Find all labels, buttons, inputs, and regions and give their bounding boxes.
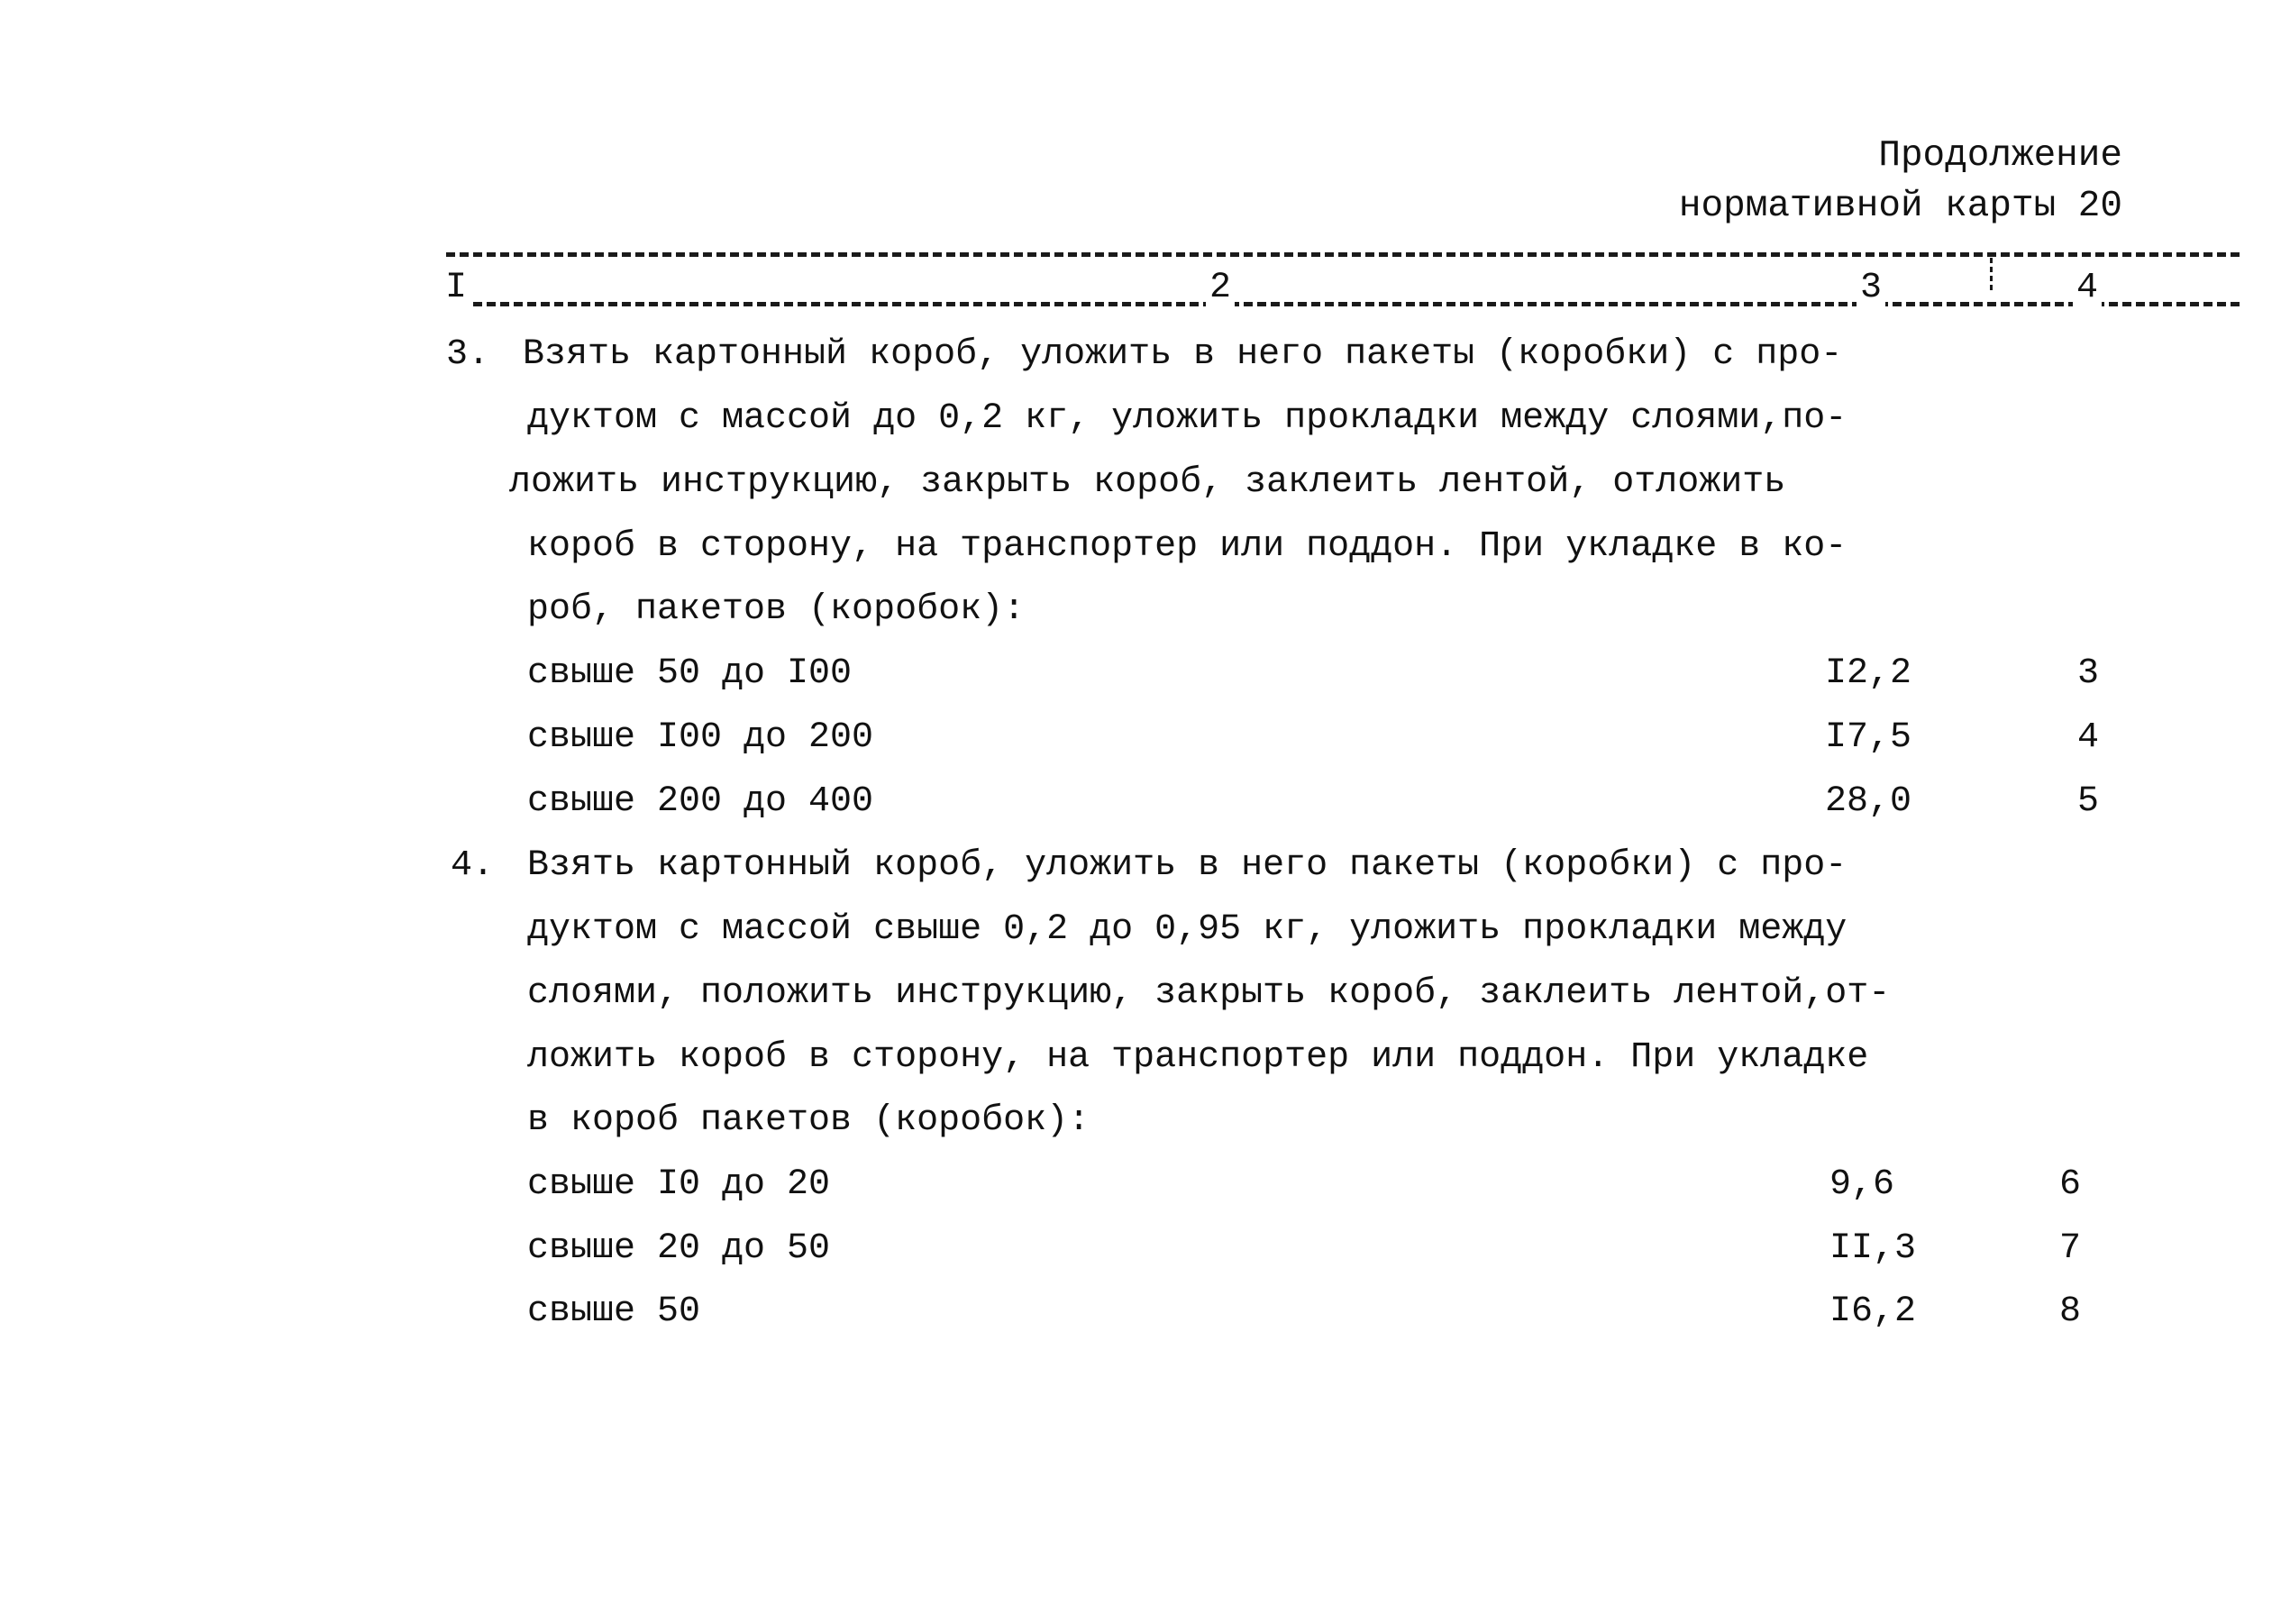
column-separator — [1990, 258, 1993, 290]
item-3-row-2-index: 4 — [2077, 717, 2100, 758]
item-3-row-3-value: 28,0 — [1825, 781, 1912, 822]
item-4-row-1-value: 9,6 — [1829, 1164, 1895, 1205]
table-top-rule — [446, 252, 2240, 257]
header-col-2: 2 — [1206, 269, 1235, 308]
item-3-line-2: дуктом с массой до 0,2 кг, уложить прокладки между слоями,по- — [527, 398, 1848, 439]
item-3-row-2-value: I7,5 — [1825, 717, 1912, 758]
item-3-row-1-value: I2,2 — [1825, 653, 1912, 694]
item-4-line-5: в короб пакетов (коробок): — [527, 1100, 1090, 1141]
item-4-row-2-value: II,3 — [1829, 1228, 1917, 1269]
item-3-line-5: роб, пакетов (коробок): — [527, 589, 1026, 630]
item-4-line-2: дуктом с массой свыше 0,2 до 0,95 кг, уложить прокладки между — [527, 909, 1848, 950]
continuation-line-1: Продолжение — [1878, 135, 2122, 177]
header-col-3: 3 — [1857, 269, 1885, 308]
item-4-line-3: слоями, положить инструкцию, закрыть короб, заклеить лентой,от- — [527, 973, 1891, 1014]
header-col-4: 4 — [2073, 269, 2102, 308]
item-3-row-1-label: свыше 50 до I00 — [527, 653, 853, 694]
item-3-row-3-label: свыше 200 до 400 — [527, 781, 874, 822]
item-4-row-3-index: 8 — [2059, 1291, 2082, 1332]
item-3-line-1: Взять картонный короб, уложить в него пакеты (коробки) с про- — [523, 334, 1843, 375]
item-4-row-3-label: свыше 50 — [527, 1291, 701, 1332]
header-col-1: I — [442, 269, 470, 308]
item-4-row-3-value: I6,2 — [1829, 1291, 1917, 1332]
item-3-row-1-index: 3 — [2077, 653, 2100, 694]
item-4-row-2-label: свыше 20 до 50 — [527, 1228, 831, 1269]
item-3-line-3: ложить инструкцию, закрыть короб, заклеить лентой, отложить — [509, 462, 1786, 503]
item-4-row-1-label: свыше I0 до 20 — [527, 1164, 831, 1205]
item-3-row-3-index: 5 — [2077, 781, 2100, 822]
item-4-row-1-index: 6 — [2059, 1164, 2082, 1205]
item-4-line-4: ложить короб в сторону, на транспортер или поддон. При укладке — [527, 1037, 1869, 1078]
item-3-line-4: короб в сторону, на транспортер или поддон. При укладке в ко- — [527, 526, 1848, 567]
continuation-note — [1679, 131, 2122, 232]
item-3-row-2-label: свыше I00 до 200 — [527, 717, 874, 758]
item-4-row-2-index: 7 — [2059, 1228, 2082, 1269]
item-3-number: 3. — [446, 334, 490, 375]
item-4-number: 4. — [451, 845, 495, 886]
continuation-line-2: нормативной карты 20 — [1678, 186, 2122, 227]
item-4-line-1: Взять картонный короб, уложить в него пакеты (коробки) с про- — [527, 845, 1848, 886]
table-header-rule — [446, 302, 2240, 306]
